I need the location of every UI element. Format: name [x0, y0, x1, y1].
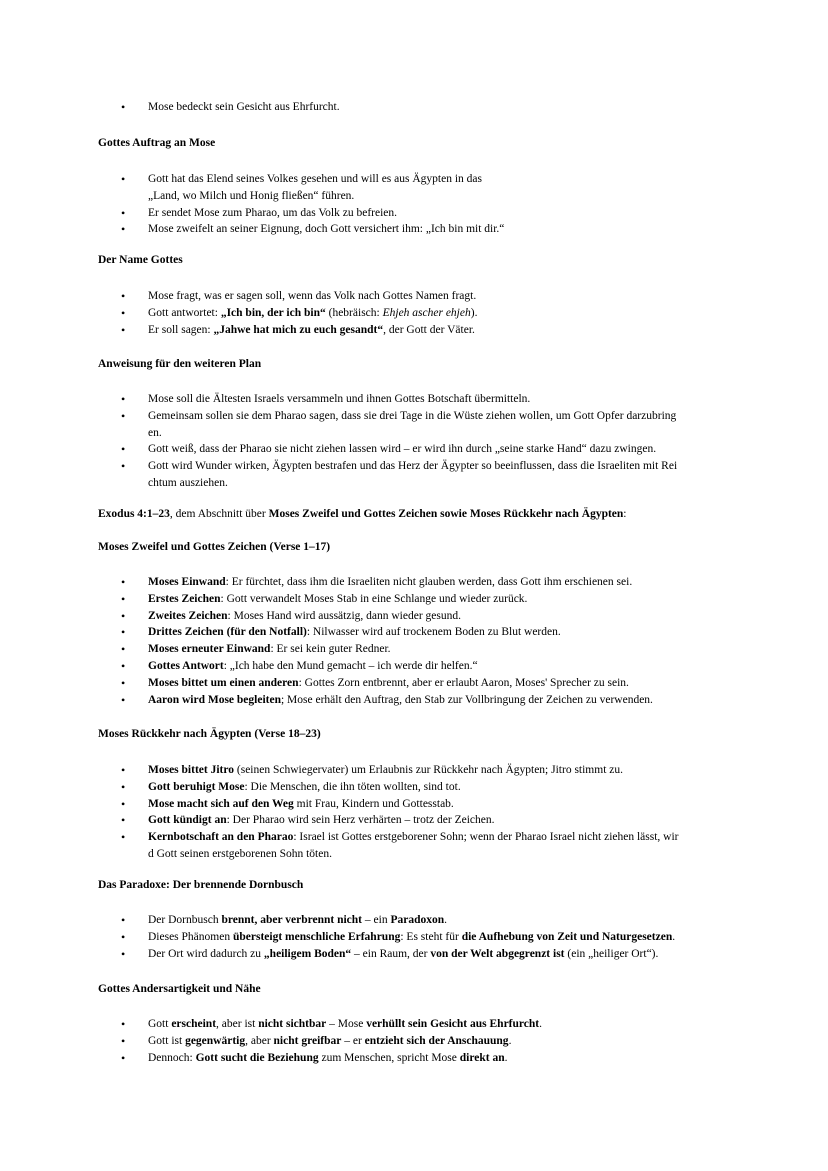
bullet-list — [0, 574, 828, 708]
text-run: Der Ort wird dadurch zu — [148, 947, 264, 960]
bold-text: die Aufhebung von Zeit und Naturgesetzen — [461, 930, 673, 943]
bold-text: Mose macht sich auf den Weg — [148, 797, 294, 810]
bold-text: nicht greifbar — [273, 1034, 342, 1047]
text-run: . — [672, 930, 676, 943]
bullet-list — [0, 1016, 828, 1066]
bold-text: entzieht sich der Anschauung — [364, 1034, 509, 1047]
text-run: : Der Pharao wird sein Herz verhärten – trotz der Zeichen. — [226, 814, 495, 827]
bold-text: Gott kündigt an — [148, 814, 227, 827]
bold-text: übersteigt menschliche Erfahrung — [232, 930, 401, 943]
text-run: Gemeinsam sollen sie dem Pharao sagen, dass sie drei Tage in die Wüste ziehen wollen, um Gott Opfer darzubring — [148, 409, 677, 422]
bold-text: Aaron wird Mose begleiten — [148, 693, 281, 706]
text-run: – Mose — [326, 1018, 367, 1030]
text-run: Gott wird Wunder wirken, Ägypten bestrafen und das Herz der Ägypter so beeinflussen, dass die Israeliten mit Rei — [148, 460, 678, 473]
text-run: Er soll sagen: — [148, 323, 214, 336]
list-item — [0, 221, 728, 238]
bold-text: Moses bittet Jitro — [148, 764, 235, 776]
list-item — [0, 171, 728, 205]
text-run: , der Gott der Väter. — [383, 323, 475, 336]
intro-paragraph — [98, 507, 627, 521]
bullet-list — [0, 288, 828, 338]
list-item — [0, 641, 728, 658]
bold-text: verhüllt sein Gesicht aus Ehrfurcht — [366, 1018, 540, 1030]
text-run: zum Menschen, spricht Mose — [318, 1051, 460, 1064]
text-run: „Land, wo Milch und Honig fließen“ führen. — [148, 189, 355, 202]
text-run: . — [444, 914, 447, 926]
list-item — [0, 574, 728, 591]
text-run: Gott ist — [148, 1034, 186, 1047]
text-run: : Es steht für — [400, 930, 462, 943]
list-item — [0, 829, 728, 863]
text-run: – ein — [362, 914, 391, 926]
bullet-list — [0, 99, 828, 116]
list-item — [0, 391, 728, 408]
list-item — [0, 692, 728, 709]
list-item — [0, 322, 728, 339]
text-run: – er — [341, 1034, 365, 1047]
bold-text: Drittes Zeichen (für den Notfall) — [148, 626, 307, 639]
bullet-list — [0, 912, 828, 962]
bold-text: „heiligem Boden“ — [263, 947, 352, 960]
bold-text: Moses Einwand — [148, 576, 226, 588]
text-run: ; Mose erhält den Auftrag, den Stab zur Vollbringung der Zeichen zu verwenden. — [280, 693, 653, 706]
bold-text: Gott sucht die Beziehung — [195, 1051, 319, 1064]
text-run: (ein „heiliger Ort“). — [564, 947, 659, 960]
text-run: . — [539, 1018, 542, 1030]
text-run: , aber ist — [216, 1018, 259, 1030]
text-run: Gott antwortet: — [148, 306, 221, 319]
text-run: Mose soll die Ältesten Israels versammeln und ihnen Gottes Botschaft übermitteln. — [148, 393, 531, 405]
text-run: Mose bedeckt sein Gesicht aus Ehrfurcht. — [148, 101, 340, 113]
bold-text: Exodus 4:1–23 — [98, 508, 170, 520]
text-run: . — [508, 1034, 512, 1047]
section-heading: Der Name Gottes — [98, 254, 183, 266]
list-item — [0, 912, 728, 929]
list-item — [0, 305, 728, 322]
text-run: (hebräisch: — [325, 306, 383, 319]
list-item — [0, 762, 728, 779]
text-run: : „Ich habe den Mund gemacht – ich werde dir helfen.“ — [223, 659, 478, 672]
text-run: : Er sei kein guter Redner. — [270, 643, 391, 656]
bold-text: Moses bittet um einen anderen — [148, 676, 299, 689]
bold-text: Gottes Antwort — [148, 659, 224, 672]
list-item — [0, 288, 728, 305]
bullet-list — [0, 762, 828, 863]
bold-text: „Ich bin, der ich bin“ — [220, 306, 326, 319]
text-run: Dennoch: — [148, 1051, 196, 1064]
bold-text: direkt an — [459, 1051, 505, 1064]
list-item — [0, 946, 728, 963]
list-item — [0, 675, 728, 692]
section-heading: Das Paradoxe: Der brennende Dornbusch — [98, 879, 304, 891]
list-item — [0, 929, 728, 946]
bold-text: Paradoxon — [390, 914, 445, 926]
list-item — [0, 591, 728, 608]
text-run: Gott hat das Elend seines Volkes gesehen und will es aus Ägypten in das — [148, 173, 482, 185]
bold-text: brennt, aber verbrennt nicht — [221, 914, 363, 926]
text-run: Er sendet Mose zum Pharao, um das Volk zu befreien. — [148, 206, 398, 219]
bold-text: Gott beruhigt Mose — [148, 780, 245, 793]
bold-text: nicht sichtbar — [258, 1018, 327, 1030]
list-item — [0, 99, 728, 116]
section-heading: Moses Rückkehr nach Ägypten (Verse 18–23) — [98, 728, 321, 740]
text-run: d Gott seinen erstgeborenen Sohn töten. — [148, 847, 332, 860]
list-item — [0, 1016, 728, 1033]
list-item — [0, 796, 728, 813]
bullet-list — [0, 171, 828, 238]
bold-text: Moses Zweifel und Gottes Zeichen sowie Moses Rückkehr nach Ägypten — [268, 508, 624, 520]
bold-text: gegenwärtig — [185, 1034, 246, 1047]
list-item — [0, 458, 728, 492]
text-run: chtum ausziehen. — [148, 476, 228, 489]
text-run: : Die Menschen, die ihn töten wollten, sind tot. — [244, 780, 461, 793]
list-item — [0, 779, 728, 796]
text-run: (seinen Schwiegervater) um Erlaubnis zur Rückkehr nach Ägypten; Jitro stimmt zu. — [234, 764, 623, 776]
text-run: : Israel ist Gottes erstgeborener Sohn; wenn der Pharao Israel nicht ziehen lässt, wir — [293, 831, 679, 844]
list-item — [0, 408, 728, 442]
list-item — [0, 1033, 728, 1050]
section-heading: Gottes Auftrag an Mose — [98, 137, 216, 149]
bold-text: Zweites Zeichen — [148, 609, 228, 622]
bold-text: Kernbotschaft an den Pharao — [148, 831, 294, 844]
list-item — [0, 205, 728, 222]
text-run: Der Dornbusch — [148, 914, 222, 926]
italic-text: Ehjeh ascher ehjeh — [382, 306, 471, 319]
text-run: en. — [148, 426, 162, 439]
bold-text: Erstes Zeichen — [148, 592, 221, 605]
list-item — [0, 624, 728, 641]
text-run: : Gottes Zorn entbrennt, aber er erlaubt Aaron, Moses' Sprecher zu sein. — [298, 676, 629, 689]
text-run: : — [623, 508, 627, 520]
list-item — [0, 608, 728, 625]
text-run: – ein Raum, der — [351, 947, 431, 960]
text-run: : Moses Hand wird aussätzig, dann wieder gesund. — [227, 609, 461, 622]
list-item — [0, 441, 728, 458]
list-item — [0, 1050, 728, 1067]
text-run: mit Frau, Kindern und Gottesstab. — [293, 797, 454, 810]
bold-text: „Jahwe hat mich zu euch gesandt“ — [213, 323, 384, 336]
text-run: Mose zweifelt an seiner Eignung, doch Gott versichert ihm: „Ich bin mit dir.“ — [148, 223, 505, 236]
text-run: Gott weiß, dass der Pharao sie nicht ziehen lassen wird – er wird ihn durch „seine starke Hand“ dazu zwingen. — [148, 443, 657, 456]
list-item — [0, 812, 728, 829]
text-run: : Nilwasser wird auf trockenem Boden zu Blut werden. — [306, 626, 561, 639]
text-run: Dieses Phänomen — [148, 930, 233, 943]
text-run: , aber — [245, 1034, 274, 1047]
text-run: : Gott verwandelt Moses Stab in eine Schlange und wieder zurück. — [220, 592, 528, 605]
text-run: , dem Abschnitt über — [169, 508, 269, 520]
bold-text: Moses erneuter Einwand — [148, 643, 271, 656]
bold-text: erscheint — [171, 1018, 217, 1030]
bold-text: von der Welt abgegrenzt ist — [430, 947, 565, 960]
text-run: . — [504, 1051, 508, 1064]
text-run: Mose fragt, was er sagen soll, wenn das Volk nach Gottes Namen fragt. — [148, 290, 477, 302]
text-run: Gott — [148, 1018, 172, 1030]
list-item — [0, 658, 728, 675]
text-run: ). — [470, 306, 478, 319]
text-run: : Er fürchtet, dass ihm die Israeliten nicht glauben werden, dass Gott ihm erschienen sei. — [225, 576, 633, 588]
section-heading: Gottes Andersartigkeit und Nähe — [98, 983, 261, 995]
section-heading: Anweisung für den weiteren Plan — [98, 358, 262, 370]
section-heading: Moses Zweifel und Gottes Zeichen (Verse 1–17) — [98, 541, 331, 553]
bullet-list — [0, 391, 828, 492]
